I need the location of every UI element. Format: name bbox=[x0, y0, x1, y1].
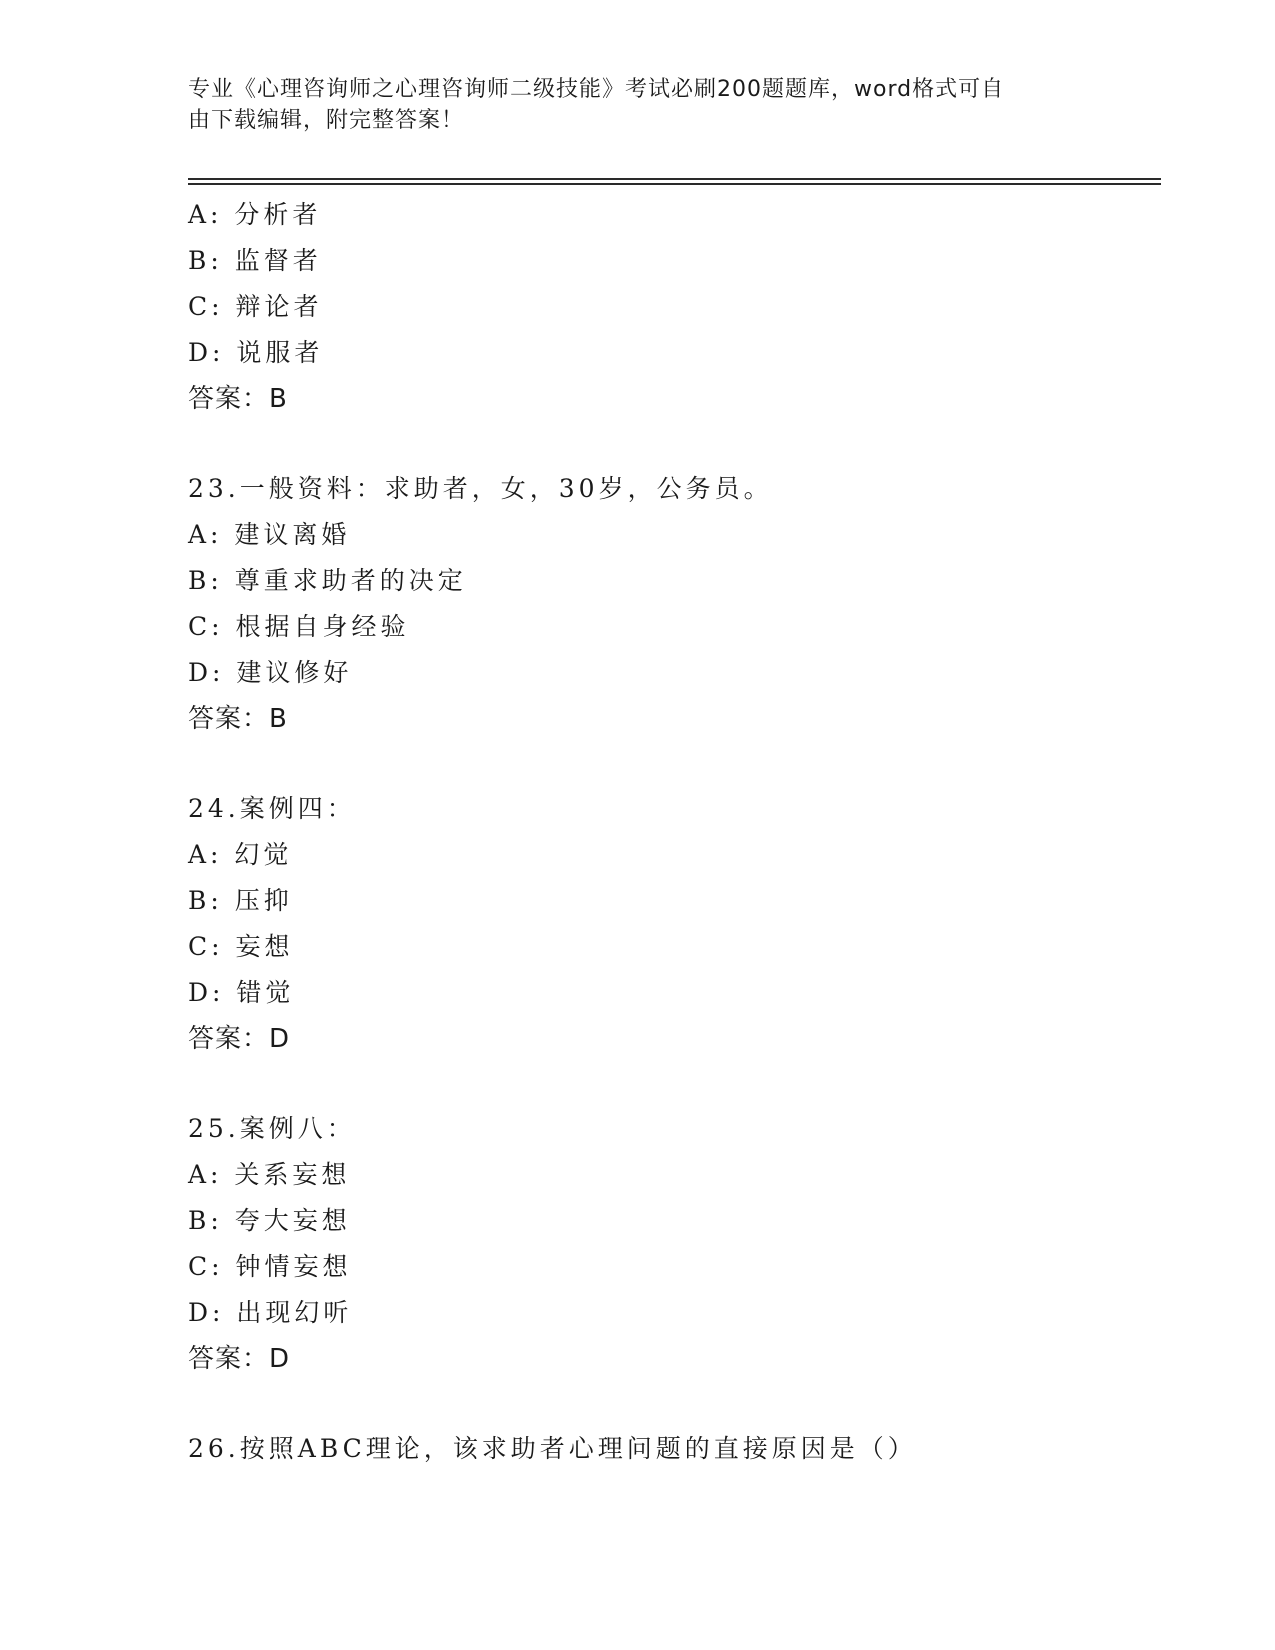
option-b: B: 尊重求助者的决定 bbox=[188, 566, 467, 595]
header-divider-top bbox=[188, 178, 1161, 180]
option-d: D: 错觉 bbox=[188, 978, 295, 1007]
option-a: A: 幻觉 bbox=[188, 840, 293, 869]
option-a: A: 关系妄想 bbox=[188, 1160, 351, 1189]
question-stem: 25.案例八： bbox=[188, 1114, 356, 1143]
option-b: B: 压抑 bbox=[188, 886, 293, 915]
option-a: A: 建议离婚 bbox=[188, 520, 351, 549]
option-a: A: 分析者 bbox=[188, 200, 322, 229]
header-line-1: 专业《心理咨询师之心理咨询师二级技能》考试必刷200题题库，word格式可自 bbox=[188, 77, 1005, 102]
option-d: D: 建议修好 bbox=[188, 658, 353, 687]
option-c: C: 辩论者 bbox=[188, 292, 323, 321]
option-d: D: 说服者 bbox=[188, 338, 324, 367]
answer-line: 答案：B bbox=[188, 704, 288, 734]
option-c: C: 钟情妄想 bbox=[188, 1252, 352, 1281]
spacer bbox=[188, 742, 1158, 786]
answer-line: 答案：B bbox=[188, 384, 288, 414]
question-block-26 bbox=[188, 1426, 1158, 1472]
header-line-2: 由下载编辑，附完整答案！ bbox=[188, 108, 465, 133]
document-header bbox=[188, 74, 1088, 136]
header-divider-bottom bbox=[188, 183, 1161, 185]
question-block-24 bbox=[188, 786, 1158, 1062]
answer-line: 答案：D bbox=[188, 1024, 291, 1054]
spacer bbox=[188, 1382, 1158, 1426]
question-stem: 24.案例四： bbox=[188, 794, 356, 823]
question-block-25 bbox=[188, 1106, 1158, 1382]
option-c: C: 妄想 bbox=[188, 932, 294, 961]
answer-line: 答案：D bbox=[188, 1344, 291, 1374]
option-b: B: 夸大妄想 bbox=[188, 1206, 351, 1235]
option-d: D: 出现幻听 bbox=[188, 1298, 353, 1327]
question-stem: 26.按照ABC理论，该求助者心理问题的直接原因是（） bbox=[188, 1434, 917, 1463]
question-block-22 bbox=[188, 192, 1158, 422]
spacer bbox=[188, 1062, 1158, 1106]
question-block-23 bbox=[188, 466, 1158, 742]
question-list bbox=[188, 192, 1158, 1472]
spacer bbox=[188, 422, 1158, 466]
option-b: B: 监督者 bbox=[188, 246, 322, 275]
option-c: C: 根据自身经验 bbox=[188, 612, 410, 641]
question-stem: 23.一般资料：求助者，女，30岁，公务员。 bbox=[188, 474, 773, 503]
